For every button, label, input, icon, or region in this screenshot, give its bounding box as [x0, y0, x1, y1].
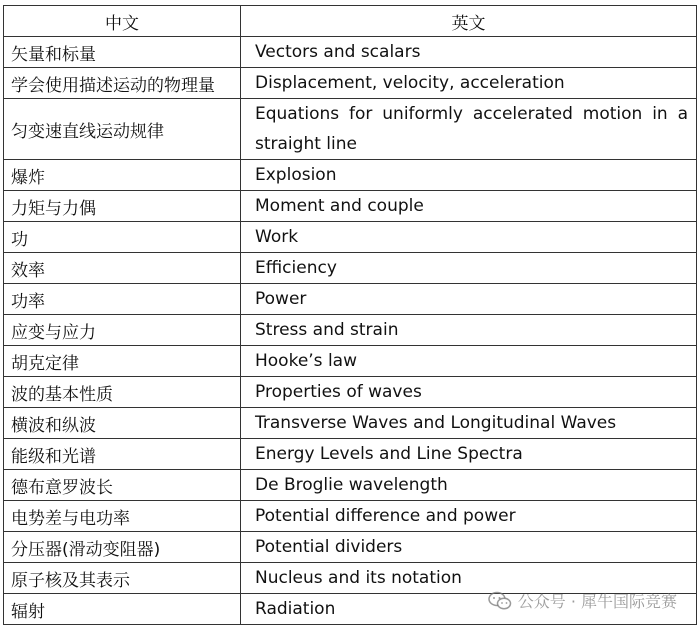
english-term: Moment and couple — [241, 191, 697, 222]
english-term: Work — [241, 222, 697, 253]
table-row — [4, 563, 697, 594]
chinese-term: 能级和光谱 — [4, 439, 241, 470]
table-row — [4, 315, 697, 346]
english-term: Potential difference and power — [241, 501, 697, 532]
chinese-term: 矢量和标量 — [4, 37, 241, 68]
table-row — [4, 594, 697, 625]
english-term: Vectors and scalars — [241, 37, 697, 68]
chinese-term: 辐射 — [4, 594, 241, 625]
table-row — [4, 253, 697, 284]
table-row — [4, 37, 697, 68]
chinese-term: 应变与应力 — [4, 315, 241, 346]
chinese-term: 横波和纵波 — [4, 408, 241, 439]
chinese-term: 波的基本性质 — [4, 377, 241, 408]
header-chinese: 中文 — [4, 6, 241, 37]
english-term: Equations for uniformly accelerated motion in a straight line — [241, 99, 697, 160]
english-term: Potential dividers — [241, 532, 697, 563]
table-row — [4, 284, 697, 315]
chinese-term: 功率 — [4, 284, 241, 315]
table-row — [4, 160, 697, 191]
table-row — [4, 222, 697, 253]
table-row — [4, 408, 697, 439]
chinese-term: 学会使用描述运动的物理量 — [4, 68, 241, 99]
chinese-term: 匀变速直线运动规律 — [4, 99, 241, 160]
english-term: Displacement, velocity, acceleration — [241, 68, 697, 99]
table-header-row — [4, 6, 697, 37]
english-term: Radiation — [241, 594, 697, 625]
chinese-term: 功 — [4, 222, 241, 253]
english-term: Hooke’s law — [241, 346, 697, 377]
english-term: Explosion — [241, 160, 697, 191]
english-term: Transverse Waves and Longitudinal Waves — [241, 408, 697, 439]
chinese-term: 分压器(滑动变阻器) — [4, 532, 241, 563]
chinese-term: 爆炸 — [4, 160, 241, 191]
english-term: Properties of waves — [241, 377, 697, 408]
table-row — [4, 532, 697, 563]
table-row — [4, 501, 697, 532]
table-row — [4, 191, 697, 222]
chinese-term: 电势差与电功率 — [4, 501, 241, 532]
glossary-table — [3, 5, 697, 625]
chinese-term: 原子核及其表示 — [4, 563, 241, 594]
table-row — [4, 470, 697, 501]
table-row — [4, 377, 697, 408]
watermark-text: 公众号 · 犀牛国际竞赛 — [517, 592, 677, 611]
english-term: De Broglie wavelength — [241, 470, 697, 501]
chinese-term: 力矩与力偶 — [4, 191, 241, 222]
chinese-term: 德布意罗波长 — [4, 470, 241, 501]
chinese-term: 效率 — [4, 253, 241, 284]
table-row — [4, 346, 697, 377]
chinese-term: 胡克定律 — [4, 346, 241, 377]
table-row — [4, 439, 697, 470]
table-row — [4, 99, 697, 160]
english-term: Energy Levels and Line Spectra — [241, 439, 697, 470]
english-term: Stress and strain — [241, 315, 697, 346]
english-term: Nucleus and its notation — [241, 563, 697, 594]
header-english: 英文 — [241, 6, 697, 37]
english-term: Power — [241, 284, 697, 315]
english-term: Efficiency — [241, 253, 697, 284]
table-row — [4, 68, 697, 99]
